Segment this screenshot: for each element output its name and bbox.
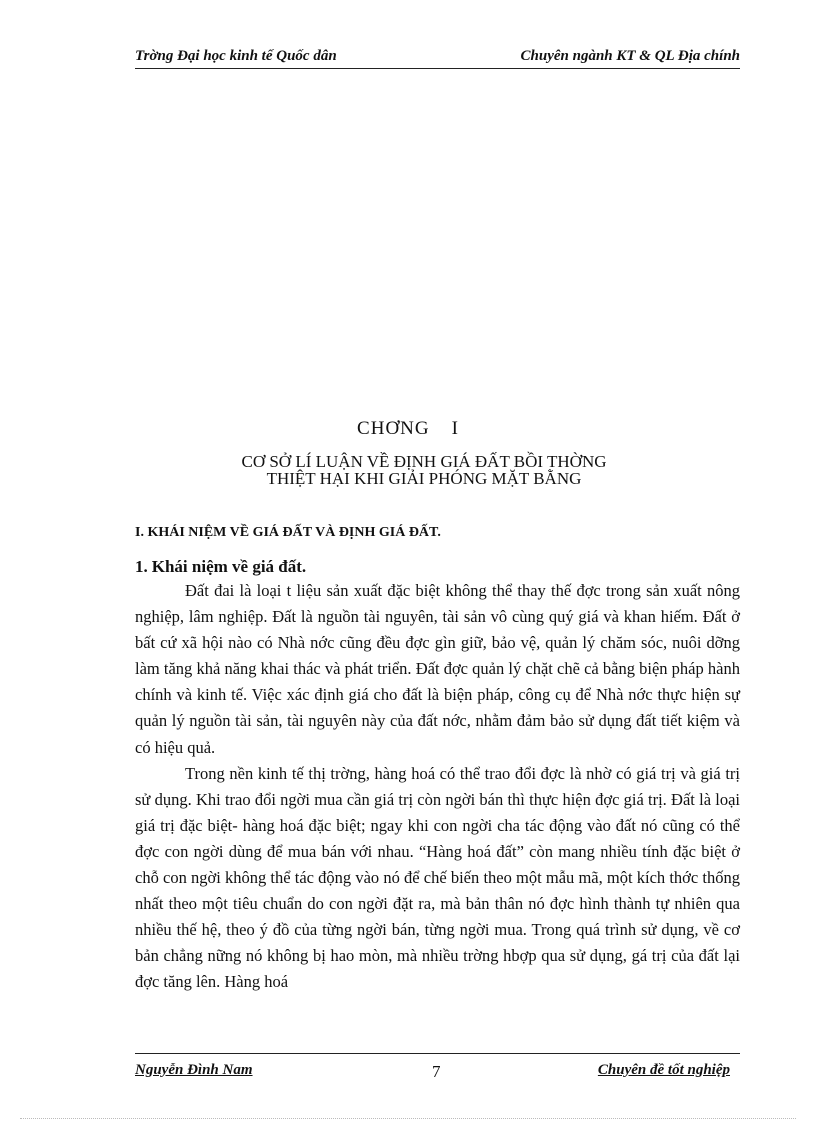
chapter-title-line-2: THIỆT HẠI KHI GIẢI PHÓNG MẶT BẰNG	[266, 469, 582, 488]
paragraph-2: Trong nền kinh tế thị trờng, hàng hoá có thể trao đổi đợc là nhờ có giá trị và giá trị sử dụng. Khi trao đổi ngời mua cần giá trị còn ngời bán thì thực hiện đợc giá trị. Đất là loại giá trị đặc biệt- hàng hoá đặc biệt; ngay khi con ngời cha tác động vào đất nó cũng có thể đợc con ngời dùng để mua bán với nhau. “Hàng hoá đất” còn mang nhiều tính đặc biệt ở chỗ con ngời không thể tác động vào nó để chế biến theo một mẫu mã, một kích thớc thống nhất theo một tiêu chuẩn do con ngời đặt ra, mà bản thân nó đợc hình thành tự nhiên qua nhiều thế hệ, theo ý đồ của từng ngời bán, từng ngời mua. Trong quá trình sử dụng, về cơ bản chẳng nững nó không bị hao mòn, mà nhiều trờng hbợp qua sử dụng, gá trị của đất lại đợc tăng lên. Hàng hoá	[135, 763, 740, 992]
chapter-heading	[0, 418, 816, 440]
page-footer	[135, 1053, 740, 1081]
page-bottom-divider	[20, 1118, 796, 1119]
page-number: 7	[432, 1062, 441, 1081]
chapter-title-line-1: CƠ SỞ LÍ LUẬN VỀ ĐỊNH GIÁ ĐẤT BỒI THỜNG	[241, 452, 607, 471]
subsection-title: Khái niệm về giá đất.	[151, 557, 307, 576]
body-text	[135, 578, 740, 996]
footer-author: Nguyễn Đình Nam	[135, 1062, 253, 1078]
subsection-number: 1.	[135, 557, 148, 576]
subsection-heading	[135, 557, 306, 577]
chapter-title	[0, 453, 816, 487]
chapter-number: I	[451, 418, 459, 439]
chapter-label: CHƠNG	[357, 418, 430, 439]
header-major: Chuyên ngành KT & QL Địa chính	[520, 48, 740, 64]
footer-doc-type: Chuyên đề tốt nghiệp	[597, 1062, 730, 1078]
header-school: Trờng Đại học kinh tế Quốc dân	[135, 48, 337, 64]
section-heading: I. KHÁI NIỆM VỀ GIÁ ĐẤT VÀ ĐỊNH GIÁ ĐẤT.	[135, 525, 441, 540]
paragraph-1: Đất đai là loại t liệu sản xuất đặc biệt không thể thay thế đợc trong sản xuất nông nghiệp, lâm nghiệp. Đất là nguồn tài nguyên, tài sản vô cùng quý giá và khan hiếm. Đất ở bất cứ xã hội nào có Nhà nớc cũng đều đợc gìn giữ, bảo vệ, quản lý chăm sóc, nuôi dỡng làm tăng khả năng khai thác và phát triển. Đất đợc quản lý chặt chẽ cả bằng biện pháp hành chính và kinh tế. Việc xác định giá cho đất là biện pháp, công cụ để Nhà nớc thực hiện sự quản lý nguồn tài sản, tài nguyên này của đất nớc, nhằm đảm bảo sử dụng đất tiết kiệm và có hiệu quả.	[135, 581, 740, 757]
page-header	[135, 48, 740, 69]
